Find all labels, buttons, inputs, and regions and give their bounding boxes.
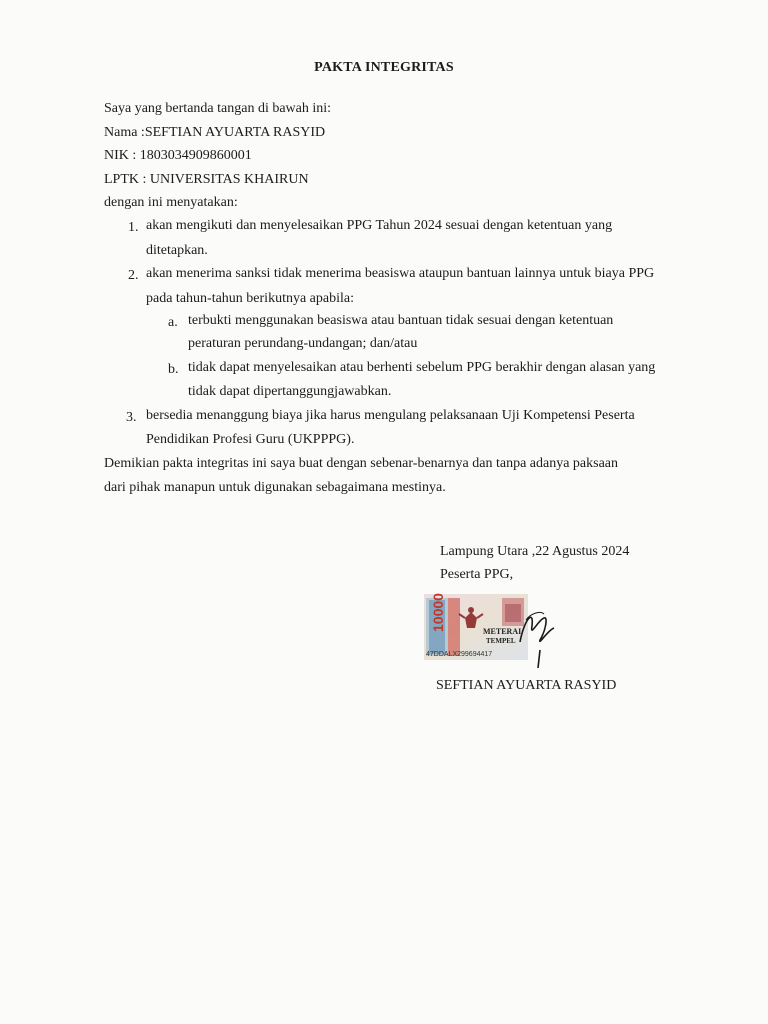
stamp-serial: 47DDALX299694417 [426, 651, 493, 658]
nik-line: NIK : 1803034909860001 [104, 148, 252, 163]
item-text-continued: ditetapkan. [146, 243, 208, 258]
stamp-graphic [420, 590, 560, 670]
subitem-text-continued: tidak dapat dipertanggungjawabkan. [188, 384, 392, 399]
closing-text-continued: dari pihak manapun untuk digunakan sebagaimana mestinya. [104, 480, 446, 495]
subitem-text: tidak dapat menyelesaikan atau berhenti sebelum PPG berakhir dengan alasan yang [188, 360, 656, 375]
item-number: 3. [126, 410, 137, 425]
item-text: akan mengikuti dan menyelesaikan PPG Tahun 2024 sesuai dengan ketentuan yang [146, 218, 613, 233]
signer-role: Peserta PPG, [440, 567, 514, 582]
item-text-continued: Pendidikan Profesi Guru (UKPPPG). [146, 432, 355, 447]
item-text-continued: pada tahun-tahun berikutnya apabila: [146, 291, 354, 306]
closing-text: Demikian pakta integritas ini saya buat dengan sebenar-benarnya dan tanpa adanya paksaan [104, 456, 619, 471]
item-number: 2. [128, 268, 139, 283]
meterai-stamp [420, 590, 560, 670]
place-date: Lampung Utara ,22 Agustus 2024 [440, 544, 630, 559]
document-title: PAKTA INTEGRITAS [314, 60, 454, 75]
item-text: akan menerima sanksi tidak menerima beasiswa ataupun bantuan lainnya untuk biaya PPG [146, 266, 655, 281]
signer-name: SEFTIAN AYUARTA RASYID [436, 678, 617, 693]
declare-text: dengan ini menyatakan: [104, 195, 238, 210]
subitem-text: terbukti menggunakan beasiswa atau bantuan tidak sesuai dengan ketentuan [188, 313, 614, 328]
name-line: Nama :SEFTIAN AYUARTA RASYID [104, 125, 326, 140]
subitem-letter: a. [168, 315, 178, 330]
stamp-label: METERAI [483, 627, 522, 636]
intro-text: Saya yang bertanda tangan di bawah ini: [104, 101, 332, 116]
item-text: bersedia menanggung biaya jika harus mengulang pelaksanaan Uji Kompetensi Peserta [146, 408, 635, 423]
item-number: 1. [128, 220, 139, 235]
subitem-letter: b. [168, 362, 179, 377]
subitem-text-continued: peraturan perundang-undangan; dan/atau [188, 336, 418, 351]
stamp-value: 10000 [430, 593, 446, 632]
lptk-line: LPTK : UNIVERSITAS KHAIRUN [104, 172, 309, 187]
stamp-label-2: TEMPEL [486, 637, 516, 645]
